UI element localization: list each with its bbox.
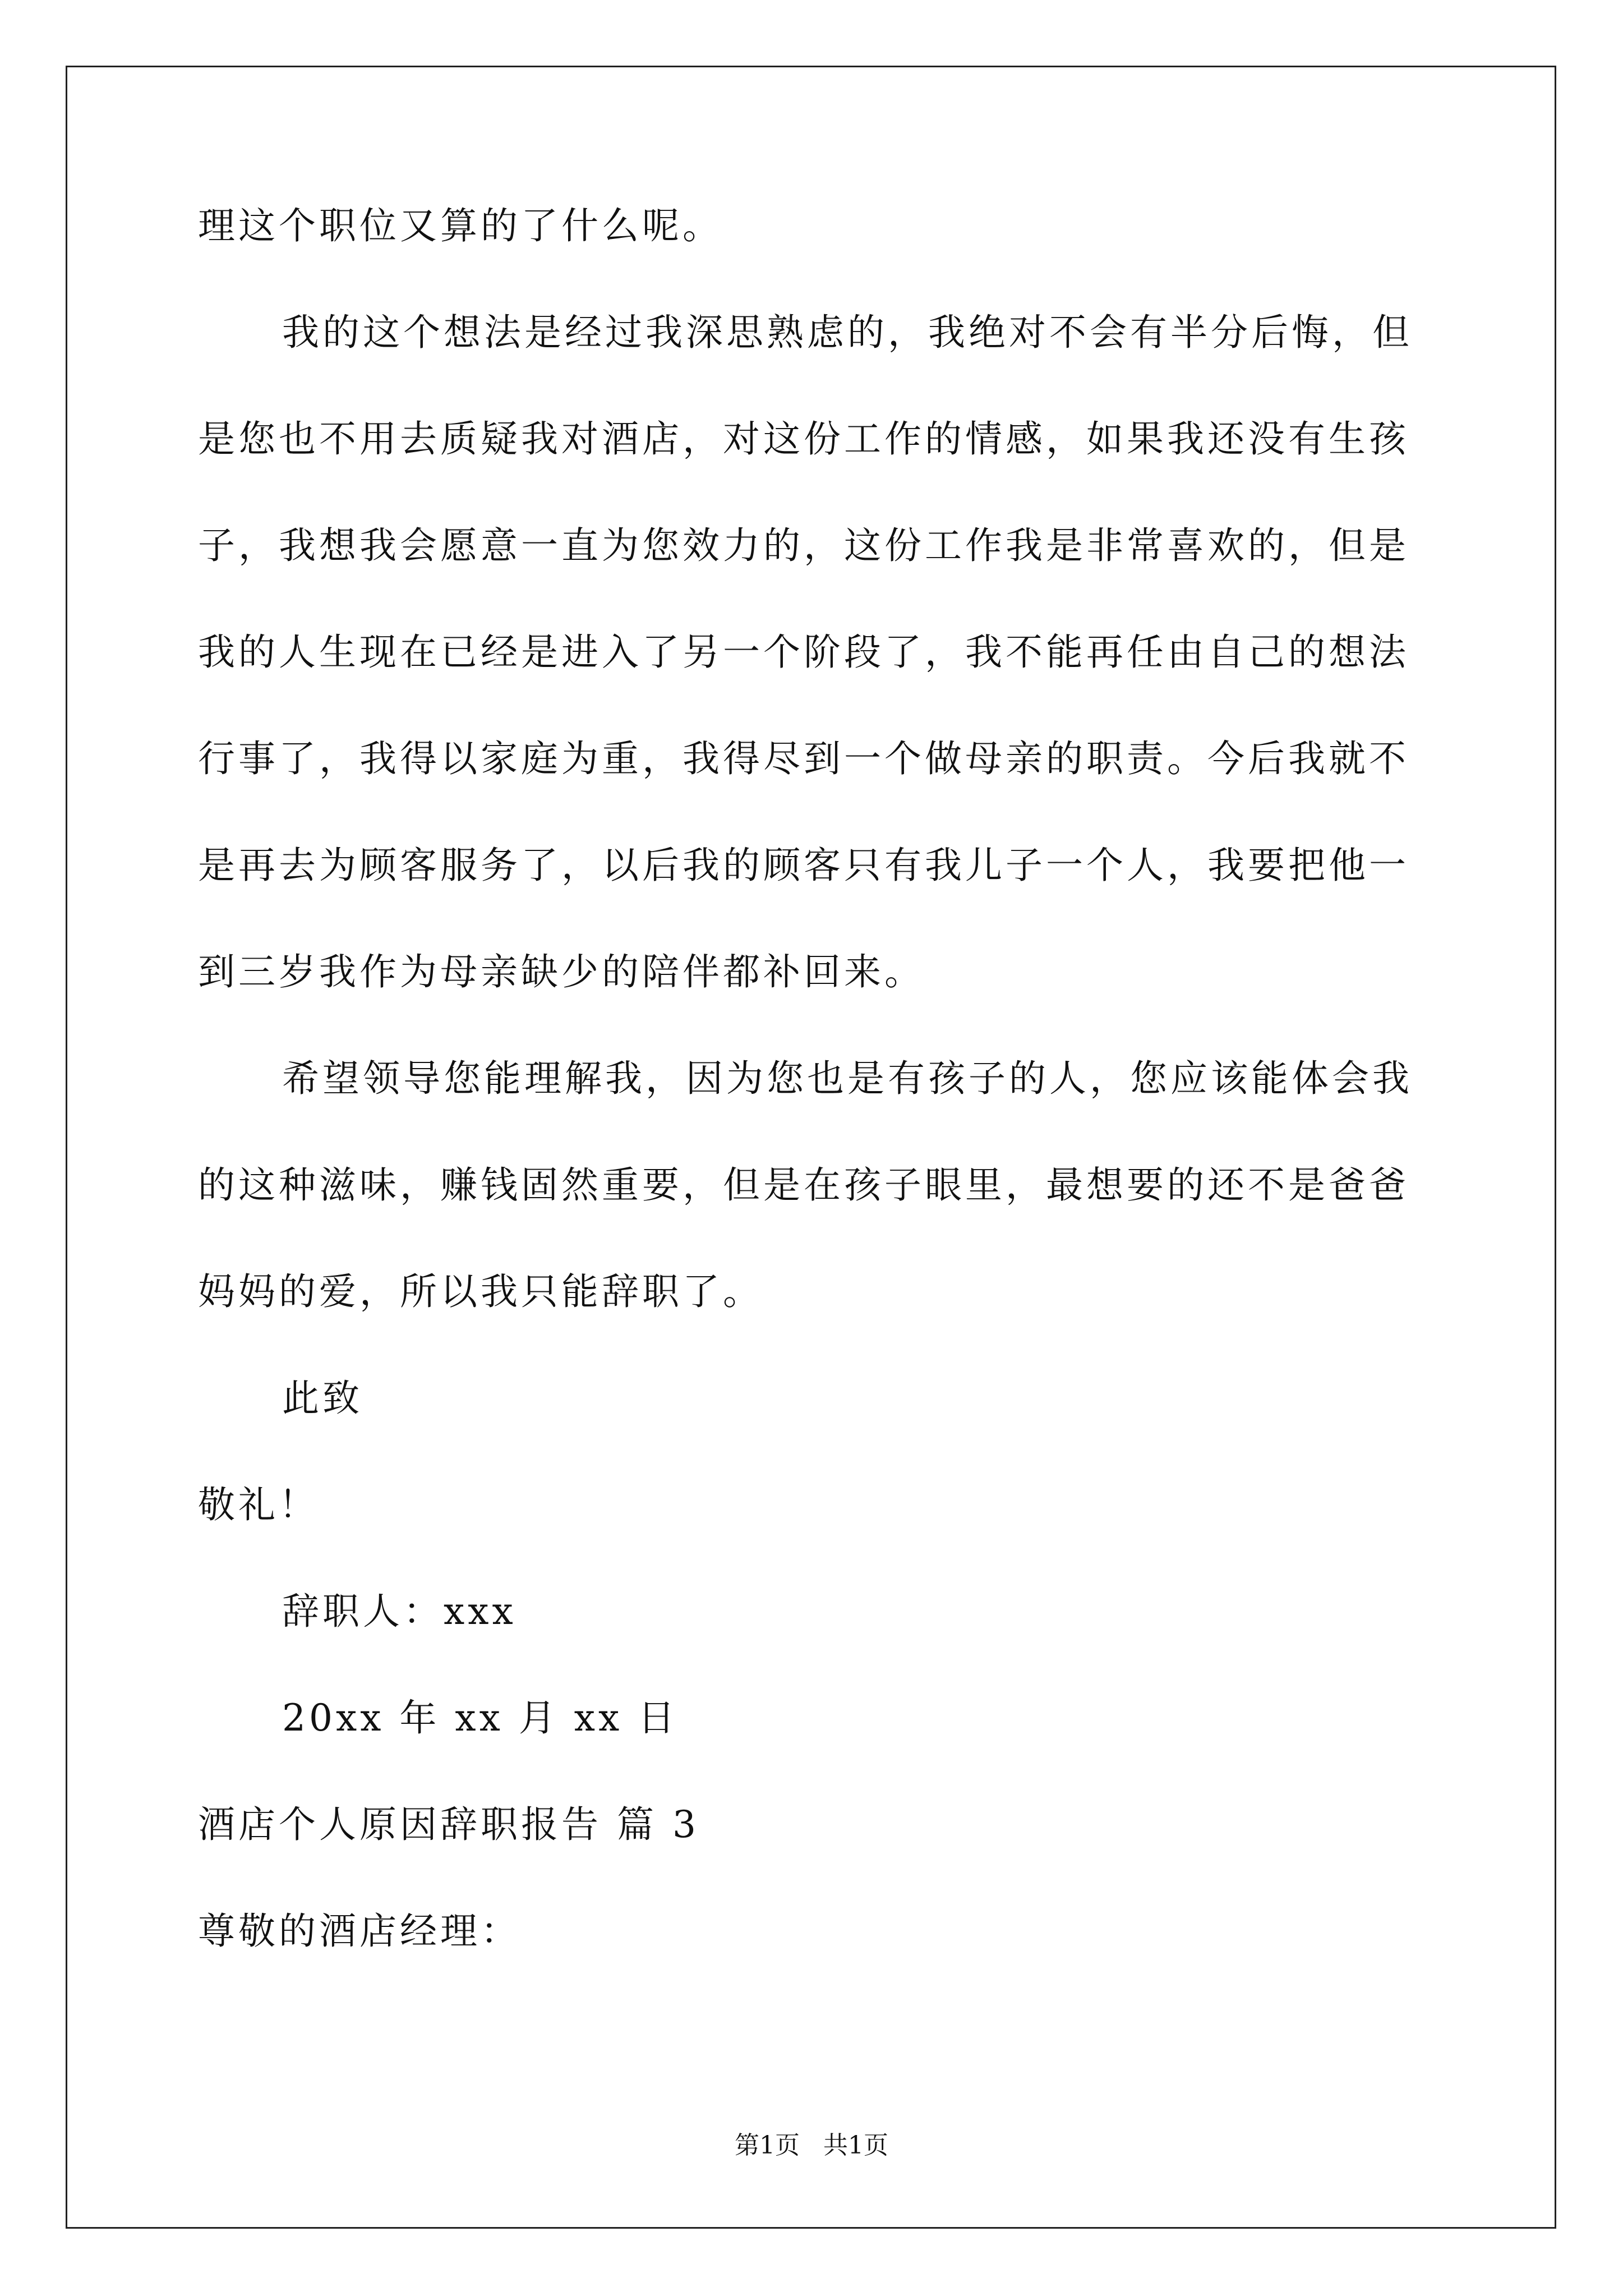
text-line: 妈妈的爱，所以我只能辞职了。 — [198, 1270, 763, 1313]
text-line: 是您也不用去质疑我对酒店，对这份工作的情感，如果我还没有生孩 — [198, 417, 1409, 461]
text-line: 的这种滋味，赚钱固然重要，但是在孩子眼里，最想要的还不是爸爸 — [198, 1163, 1409, 1207]
text-line: 希望领导您能理解我，因为您也是有孩子的人，您应该能体会我 — [282, 1057, 1413, 1100]
greeting-line: 尊敬的酒店经理： — [198, 1910, 521, 1953]
text-line: 理这个职位又算的了什么呢。 — [198, 204, 723, 247]
section-heading: 酒店个人原因辞职报告 篇 3 — [198, 1803, 699, 1846]
closing-line: 此致 — [282, 1377, 363, 1420]
text-line: 子，我想我会愿意一直为您效力的，这份工作我是非常喜欢的，但是 — [198, 524, 1409, 567]
salutation-line: 敬礼！ — [198, 1483, 319, 1526]
page-footer: 第1页 共1页 — [735, 2131, 888, 2160]
signer-line: 辞职人：xxx — [282, 1590, 517, 1633]
text-line: 到三岁我作为母亲缺少的陪伴都补回来。 — [198, 950, 925, 993]
text-line: 我的人生现在已经是进入了另一个阶段了，我不能再任由自己的想法 — [198, 631, 1409, 674]
date-line: 20xx 年 xx 月 xx 日 — [282, 1696, 679, 1740]
text-line: 我的这个想法是经过我深思熟虑的，我绝对不会有半分后悔，但 — [282, 311, 1413, 354]
text-line: 行事了，我得以家庭为重，我得尽到一个做母亲的职责。今后我就不 — [198, 737, 1409, 780]
text-line: 是再去为顾客服务了，以后我的顾客只有我儿子一个人，我要把他一 — [198, 844, 1409, 887]
